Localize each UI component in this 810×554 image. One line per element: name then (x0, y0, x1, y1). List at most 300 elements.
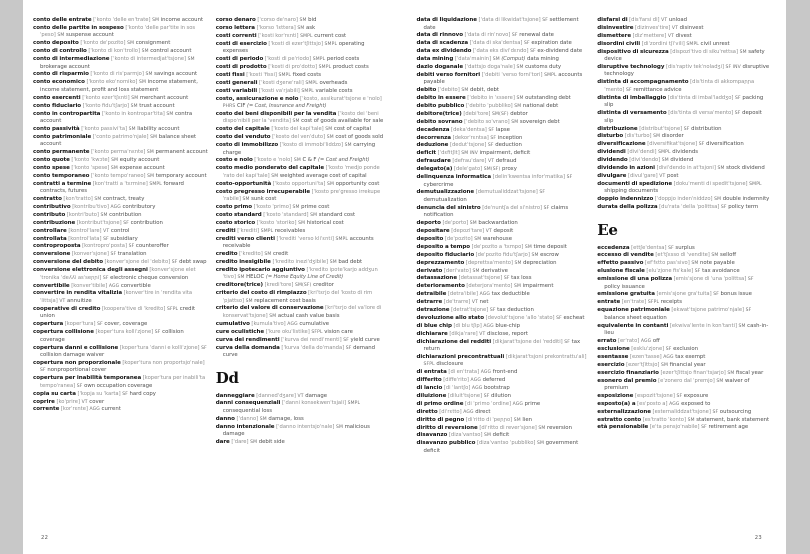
entry-headword: costo primo (215, 204, 252, 211)
dictionary-entry (33, 360, 208, 375)
entry-part-of-speech: SF (747, 277, 754, 283)
dictionary-entry (417, 299, 590, 307)
entry-pronunciation: [ˈdataˈmainin] (454, 56, 492, 63)
entry-headword: detrazione (416, 307, 450, 313)
entry-translation: sovereign debt (519, 118, 560, 125)
entry-headword: età pensionabile (597, 424, 649, 431)
entry-pronunciation: [ˈdattsjo dogaˈnale] (464, 63, 515, 70)
entry-part-of-speech: SM (297, 25, 305, 31)
entry-translation: period costs (326, 56, 360, 63)
entry-part-of-speech: SM(SF) (492, 111, 509, 117)
entry-part-of-speech: SM (514, 260, 522, 266)
entry-pronunciation: [ˈconto patrimoˈnjale] (92, 133, 149, 140)
entry-part-of-speech: SMPL (312, 57, 326, 63)
entry-translation: contributory (122, 204, 156, 211)
entry-pronunciation: [ˈkonto ˈdelle parˈtite in sosˈpeso] (40, 24, 196, 39)
entry-pronunciation: [etˈtʃɛsso di ˈvendite] (655, 252, 710, 259)
dictionary-entry (33, 236, 208, 244)
entry-pronunciation: [ˈdanni konsekwenˈtsjali] (282, 400, 346, 407)
dictionary-entry (597, 401, 770, 409)
entry-translation: post (666, 172, 679, 179)
entry-translation: note payable (699, 260, 735, 267)
dictionary-entry (33, 149, 208, 157)
entry-headword: costi di periodo (215, 56, 264, 63)
entry-part-of-speech: PHRS (222, 104, 236, 110)
dictionary-entry (33, 103, 208, 111)
entry-headword: debito sovrano (416, 118, 463, 125)
entry-part-of-speech: SM (139, 80, 147, 86)
dictionary-entry (216, 134, 391, 142)
entry-pronunciation: [koperˈtura per inabiliˈta tempoˈranea] (40, 375, 206, 389)
entry-translation: disclosure (436, 361, 464, 368)
entry-translation: debtor (510, 110, 528, 117)
entry-translation: settlement date (423, 17, 579, 31)
dictionary-entry (417, 174, 590, 189)
entry-part-of-speech: SM (250, 440, 258, 446)
entry-pronunciation: [ˈdata di likwidatˈtsjone] (478, 17, 541, 23)
entry-part-of-speech: SF (665, 346, 672, 352)
entry-pronunciation: [enˈtrate] (621, 299, 647, 306)
entry-headword: eccedenza (597, 244, 630, 251)
entry-translation: disorder (661, 133, 684, 140)
entry-translation: backwardation (478, 220, 518, 227)
entry-pronunciation: [ˈkosto dei ˈbeni dispoˈnibili per la ˈvendita] (222, 110, 379, 125)
dictionary-entry (33, 181, 208, 196)
entry-translation: cost of capital (333, 126, 372, 133)
entry-translation: expense account (119, 164, 165, 171)
entry-translation: lapse (495, 126, 510, 133)
entry-pronunciation: [ˈdebito] (437, 87, 460, 94)
entry-part-of-speech: SM(SF) (294, 283, 312, 289)
entry-pronunciation: [ˈkredito ipoteˈkarjo addʒunˈtivo] (222, 266, 378, 281)
entry-translation: depreciation (523, 259, 557, 266)
entry-headword: debito (416, 87, 437, 94)
entry-headword: cumulativo (215, 320, 250, 327)
dictionary-entry (597, 417, 770, 425)
dictionary-entry (216, 212, 391, 220)
entry-part-of-speech: VT (667, 33, 674, 39)
entry-pronunciation: [delinˈkwentsa inforˈmatika] (492, 174, 565, 181)
dictionary-entry (216, 439, 391, 447)
entry-pronunciation: [ekwivaˈlente in konˈtanti] (669, 322, 737, 329)
entry-translation: statement, bank statement (696, 416, 770, 423)
entry-part-of-speech: SF (556, 315, 562, 321)
entry-translation: policy issuance (604, 283, 645, 290)
entry-translation: deduction (495, 142, 522, 149)
entry-part-of-speech: SF (343, 337, 349, 343)
entry-headword: costo standard (215, 211, 262, 218)
entry-part-of-speech: VT (661, 18, 668, 23)
entry-headword: criterio del valore di conservazione (215, 305, 324, 312)
two-page-spread (23, 0, 786, 554)
entry-pronunciation: [disˈtinta di akkompaɲɲaˈmento] (604, 79, 755, 93)
entry-pronunciation: [diviˈdendo in atˈtsjoni] (656, 164, 716, 171)
entry-part-of-speech: SM (687, 417, 695, 423)
entry-translation: trust account (139, 102, 175, 109)
entry-headword: costo medio ponderato del capitale (215, 165, 325, 172)
entry-translation: collision coverage (40, 329, 184, 343)
entry-headword: cooperative di credito (33, 305, 101, 312)
entry-pronunciation: [diˈritto di reverˈsjone] (479, 424, 537, 431)
entry-translation: deficit (492, 432, 510, 439)
dictionary-entry (417, 385, 590, 393)
entry-pronunciation: [konverˈsjone] (71, 251, 109, 258)
entry-translation: liability account (137, 125, 180, 132)
entry-translation: HELOC (246, 274, 265, 281)
entry-pronunciation: [ˈkonto ˈdelle enˈtrate] (93, 17, 151, 23)
entry-headword: dare (215, 439, 230, 446)
entry-translation: impairment (522, 283, 554, 290)
entry-pronunciation: [koperˈtura kolliˈzjone] (95, 329, 154, 336)
entry-translation: dividend (670, 157, 694, 164)
entry-part-of-speech: SF (524, 41, 530, 47)
entry-translation: debit side (258, 439, 285, 446)
dictionary-entry (216, 321, 391, 329)
entry-translation: credit union (40, 305, 196, 320)
dictionary-entry (417, 369, 590, 377)
entry-pronunciation: [ˈkrediti ˈverso kliˈɛnti] (276, 235, 334, 242)
entry-headword: costi di esercizio (215, 40, 267, 47)
entry-part-of-speech: SM (538, 425, 546, 431)
entry-headword: deposito (416, 235, 444, 242)
entry-translation: collision damage waiver (40, 352, 105, 358)
entry-headword: disruptive technology (597, 63, 665, 70)
entry-pronunciation: [ˈkosto ˈmedjo pondeˈrato del kapiˈtale] (222, 165, 380, 179)
entry-headword: costo dei beni disponibili per la vendita (215, 110, 337, 117)
entry-translation: historical cost (306, 219, 344, 226)
dictionary-entry (216, 424, 391, 439)
entry-headword: conto economico (33, 79, 85, 86)
entry-pronunciation: [diviˈdendi] (627, 149, 657, 156)
dictionary-entry (216, 80, 391, 88)
entry-headword: equivalente in contanti (597, 322, 669, 329)
entry-part-of-speech: AGG (463, 409, 474, 415)
dictionary-entry (417, 189, 590, 204)
entry-part-of-speech: SF (626, 87, 632, 93)
entry-headword: esposto(a) a (597, 400, 636, 407)
dictionary-entry (33, 345, 208, 360)
entry-pronunciation: [divulˈgare] (627, 172, 658, 179)
entry-translation: opportunity cost (335, 180, 380, 187)
entry-headword: curva dei rendimenti (215, 336, 280, 343)
letter-heading-e: Ee (597, 220, 618, 239)
entry-part-of-speech: SF INV (725, 64, 741, 70)
entry-pronunciation: [kontrolˈlata] (68, 235, 102, 242)
entry-pronunciation: [konverˈsjone del ˈdebito] (104, 259, 171, 266)
entry-part-of-speech: SF (701, 425, 707, 431)
entry-part-of-speech: AGG (108, 283, 120, 289)
entry-translation: tax exempt (675, 353, 706, 360)
entry-part-of-speech: SMPL (300, 33, 313, 39)
entry-part-of-speech: SF (110, 252, 117, 258)
entry-part-of-speech: SF (694, 269, 701, 275)
entry-part-of-speech: SF (503, 276, 510, 282)
entry-headword: credito inesigibile (215, 258, 271, 265)
entry-headword: di blue chip (416, 322, 452, 329)
entry-part-of-speech: AGG (470, 378, 481, 384)
dictionary-entry (417, 228, 590, 236)
entry-translation: cybercrime (423, 181, 454, 188)
column-3 (417, 17, 598, 522)
entry-pronunciation: [dizaˈvantso] (448, 432, 483, 439)
entry-pronunciation: [ˈkosti di proˈdotto] (268, 63, 318, 70)
dictionary-entry (216, 72, 391, 80)
entry-pronunciation: [deriˈvato] (443, 267, 471, 274)
dictionary-entry (417, 142, 590, 150)
entry-headword: delinquenza informatica (416, 174, 492, 181)
entry-pronunciation: [ezerˈtʃittsjo] (626, 361, 660, 368)
entry-part-of-speech: AGG (89, 407, 100, 413)
dictionary-entry (597, 173, 770, 181)
entry-pronunciation: [ˈdare] (231, 439, 249, 446)
entry-headword: dividendo in azioni (597, 164, 655, 171)
entry-headword: diritto di reversione (416, 424, 478, 431)
entry-translation: control account (150, 48, 192, 55)
entry-pronunciation: [korˈrɛnte] (60, 406, 88, 413)
entry-headword: danno intenzionale (215, 423, 275, 430)
dictionary-entry (597, 64, 770, 79)
entry-translation: cover (89, 398, 105, 405)
entry-translation: disruptive technology (604, 63, 770, 78)
entry-pronunciation: [ˈkosto ˈstoriko] (256, 219, 297, 226)
entry-pronunciation: [dekorˈrɛntsa] (452, 134, 489, 141)
entry-part-of-speech: SMPL (318, 64, 332, 70)
dictionary-entry (216, 228, 391, 236)
dictionary-entry (33, 95, 208, 103)
entry-headword: data di scadenza (416, 40, 469, 47)
entry-headword: diretto (416, 408, 438, 415)
entry-headword: durata della polizza (597, 204, 658, 211)
entry-translation: exclusion (673, 345, 699, 352)
entry-translation: disinvest (679, 24, 704, 31)
entry-part-of-speech: SM (691, 261, 699, 267)
dictionary-entry (33, 321, 208, 329)
entry-pronunciation: [ˈkorso ˈlɛttera] (256, 24, 296, 31)
entry-translation: demutualization (423, 196, 467, 203)
entry-part-of-speech: AGG (110, 205, 121, 211)
entry-translation: exposure (683, 392, 709, 399)
entry-part-of-speech: SMPL (749, 181, 762, 187)
entry-headword: eccesso di vendite (597, 252, 654, 259)
dictionary-entry (33, 165, 208, 173)
dictionary-entry (216, 157, 391, 165)
entry-translation: safety device (604, 48, 765, 63)
entry-part-of-speech: SM (259, 416, 267, 422)
entry-pronunciation: [ˈdata di rinˈnovo] (464, 32, 511, 39)
entry-headword: dividendi (597, 149, 626, 156)
entry-part-of-speech: SMPL (335, 236, 349, 242)
dictionary-entry (417, 87, 590, 95)
entry-pronunciation: [diversifikatˈtsjone] (647, 141, 698, 148)
entry-headword: detraibile (416, 291, 447, 298)
entry-part-of-speech: SF (488, 127, 495, 133)
dictionary-entry (216, 142, 391, 157)
entry-part-of-speech: SM (513, 284, 522, 290)
entry-translation: financial year (669, 361, 706, 368)
entry-translation: permanent account (155, 149, 208, 156)
entry-translation: prime cost (301, 204, 330, 211)
entry-part-of-speech: SF (720, 205, 727, 211)
entry-pronunciation: [dizˈmettere] (632, 32, 667, 39)
entry-pronunciation: [ˈkonto permaˈnɛnte] (91, 149, 146, 156)
entry-translation: damage, loss (268, 415, 304, 422)
entry-part-of-speech: SMPL (301, 88, 314, 94)
entry-headword: creditore(trice) (215, 282, 263, 289)
entry-translation: bad debt (338, 258, 363, 265)
entry-headword: emissione gratuita (597, 291, 655, 298)
entry-part-of-speech: SF (123, 220, 129, 226)
entry-translation: renewal date (519, 32, 554, 39)
entry-headword: crediti verso clienti (215, 235, 275, 242)
entry-translation: credit (272, 250, 289, 257)
entry-pronunciation: [krediˈtore] (264, 282, 294, 289)
entry-part-of-speech: SM (335, 424, 343, 430)
entry-headword: danneggiare (215, 392, 255, 399)
entry-part-of-speech: SFPL (166, 306, 179, 312)
entry-translation: balance sheet account (40, 133, 197, 148)
entry-part-of-speech: SM (166, 111, 174, 117)
entry-translation: direct (475, 408, 491, 415)
dictionary-entry (216, 400, 391, 415)
entry-headword: conto quote (33, 157, 70, 164)
entry-pronunciation: [dikjaˈrare] (449, 330, 478, 337)
column-2 (216, 17, 399, 522)
entry-translation: outsourcing (719, 408, 752, 415)
entry-part-of-speech: SM(SF) (483, 167, 501, 173)
entry-headword: distinta di versamento (597, 110, 667, 117)
entry-translation: selloff (720, 252, 737, 259)
dictionary-entry (417, 56, 590, 64)
entry-part-of-speech: SF (734, 111, 741, 117)
entry-headword: conto fiduciario (33, 102, 82, 109)
entry-pronunciation: [erˈrato] (617, 338, 640, 345)
entry-translation: balance sheet equation (604, 314, 667, 321)
dictionary-entry (216, 126, 391, 134)
dictionary-entry (597, 204, 770, 212)
entry-headword: distribuzione (597, 125, 638, 132)
entry-part-of-speech: SM (660, 362, 669, 368)
entry-part-of-speech: SF (102, 275, 109, 281)
entry-pronunciation: [deˈpozito a ˈtɛmpo] (471, 243, 524, 250)
entry-translation: retirement age (708, 424, 749, 431)
entry-part-of-speech: SM (292, 119, 300, 125)
dictionary-entry (597, 307, 770, 322)
entry-headword: diritto di pegno (416, 416, 465, 423)
entry-part-of-speech: SF (676, 393, 683, 399)
dictionary-entry (597, 17, 770, 25)
entry-pronunciation: [disˈfarsi di] (629, 17, 660, 23)
entry-headword: depositare (416, 228, 450, 235)
entry-translation: debit, debt (469, 87, 499, 94)
dictionary-entry (417, 158, 590, 166)
entry-part-of-speech: SF (566, 175, 573, 181)
entry-pronunciation: [konverˈtire in ˈrendita vitaˈlittsja] (40, 290, 193, 304)
entry-part-of-speech: SM (100, 212, 108, 218)
entry-pronunciation: [eˈzonero dal ˈpremjo] (658, 377, 715, 384)
dictionary-entry (216, 220, 391, 228)
entry-translation: consignment (135, 40, 171, 47)
entry-translation: operating expenses (222, 40, 365, 55)
entry-translation: ex-dividend date (537, 48, 583, 55)
dictionary-entry (216, 329, 391, 337)
entry-translation: net (479, 299, 489, 306)
dictionary-entry (216, 64, 391, 72)
entry-translation: yield curve (350, 336, 380, 343)
entry-field-label: (Comput) (501, 56, 526, 63)
entry-part-of-speech: VT (485, 229, 492, 235)
entry-headword: documenti di spedizione (597, 180, 673, 187)
entry-part-of-speech: SM (94, 197, 102, 203)
entry-pronunciation: [ˈkosto, assikuratˈtsjone e ˈnolo] (300, 95, 382, 102)
entry-pronunciation: [deˈnuntʃa del siˈnistro] (482, 204, 543, 211)
entry-part-of-speech: VT (488, 159, 495, 165)
entry-part-of-speech: SM (264, 251, 272, 257)
entry-headword: divulgare (597, 172, 627, 179)
entry-headword: debiti verso fornitori (416, 71, 481, 78)
entry-pronunciation: [diˈrɛtto] (439, 408, 462, 415)
dictionary-entry (417, 103, 590, 111)
entry-part-of-speech: SM (57, 33, 65, 39)
entry-headword: debito in essere (416, 95, 466, 102)
entry-translation: national debt (522, 103, 559, 110)
dictionary-entry (216, 416, 391, 424)
entry-pronunciation: [ˈdɛfitʃit] (437, 150, 460, 157)
entry-translation: actual cash value basis (277, 312, 340, 319)
entry-pronunciation: [ˈkosti di peˈriodo] (264, 56, 312, 63)
dictionary-entry (216, 267, 391, 282)
dictionary-entry (597, 79, 770, 94)
dictionary-entry (417, 48, 590, 56)
dictionary-entry (33, 111, 208, 126)
entry-part-of-speech: AGG (640, 339, 652, 345)
entry-pronunciation: [ˈkonto tempoˈraneo] (91, 172, 146, 179)
entry-headword: di primo ordine (416, 400, 464, 407)
entry-pronunciation: [ˈdata di skaˈdentsa] (469, 40, 523, 47)
dictionary-entry (216, 305, 391, 320)
entry-translation: variable costs (315, 87, 353, 94)
dictionary-entry (597, 346, 770, 354)
entry-headword: corrente (33, 406, 60, 413)
entry-headword: diluizione (416, 393, 447, 400)
entry-translation: tax deduction (497, 307, 534, 313)
entry-part-of-speech: SMPL (278, 72, 292, 78)
entry-part-of-speech: SM (537, 441, 545, 447)
entry-pronunciation: [konˈtratti a ˈtɛrmine] (92, 180, 148, 187)
entry-headword: dispositivo di sicurezza (597, 48, 669, 55)
entry-translation: tax loss (511, 275, 532, 282)
entry-headword: dichiarazioni precontrattuali (416, 353, 505, 360)
dictionary-entry (33, 212, 208, 220)
entry-headword: conto di risparmio (33, 71, 89, 78)
entry-pronunciation: [duˈrata ˈdella ˈpolittsa] (659, 204, 720, 211)
entry-pronunciation: [ekwatˈtsjone patrimoˈnjale] (671, 307, 745, 314)
entry-headword: demutualizzazione (416, 189, 475, 196)
dictionary-entry (597, 149, 770, 157)
dictionary-entry (417, 119, 590, 127)
dictionary-entry (417, 244, 590, 252)
entry-translation: contribution (130, 219, 163, 226)
entry-headword: dichiarare (416, 330, 448, 337)
dictionary-entry (216, 337, 391, 345)
entry-pronunciation: [esˈtratto ˈkonto] (642, 416, 687, 423)
entry-pronunciation: [kontrolˈlare] (68, 227, 102, 234)
entry-part-of-speech: SM (130, 103, 138, 109)
entry-headword: convertibile (33, 282, 70, 289)
entry-part-of-speech: SF (487, 143, 494, 149)
dictionary-entry (417, 150, 590, 158)
entry-pronunciation: [eskluˈzjone] (631, 345, 665, 352)
entry-part-of-speech: SM (128, 126, 136, 132)
